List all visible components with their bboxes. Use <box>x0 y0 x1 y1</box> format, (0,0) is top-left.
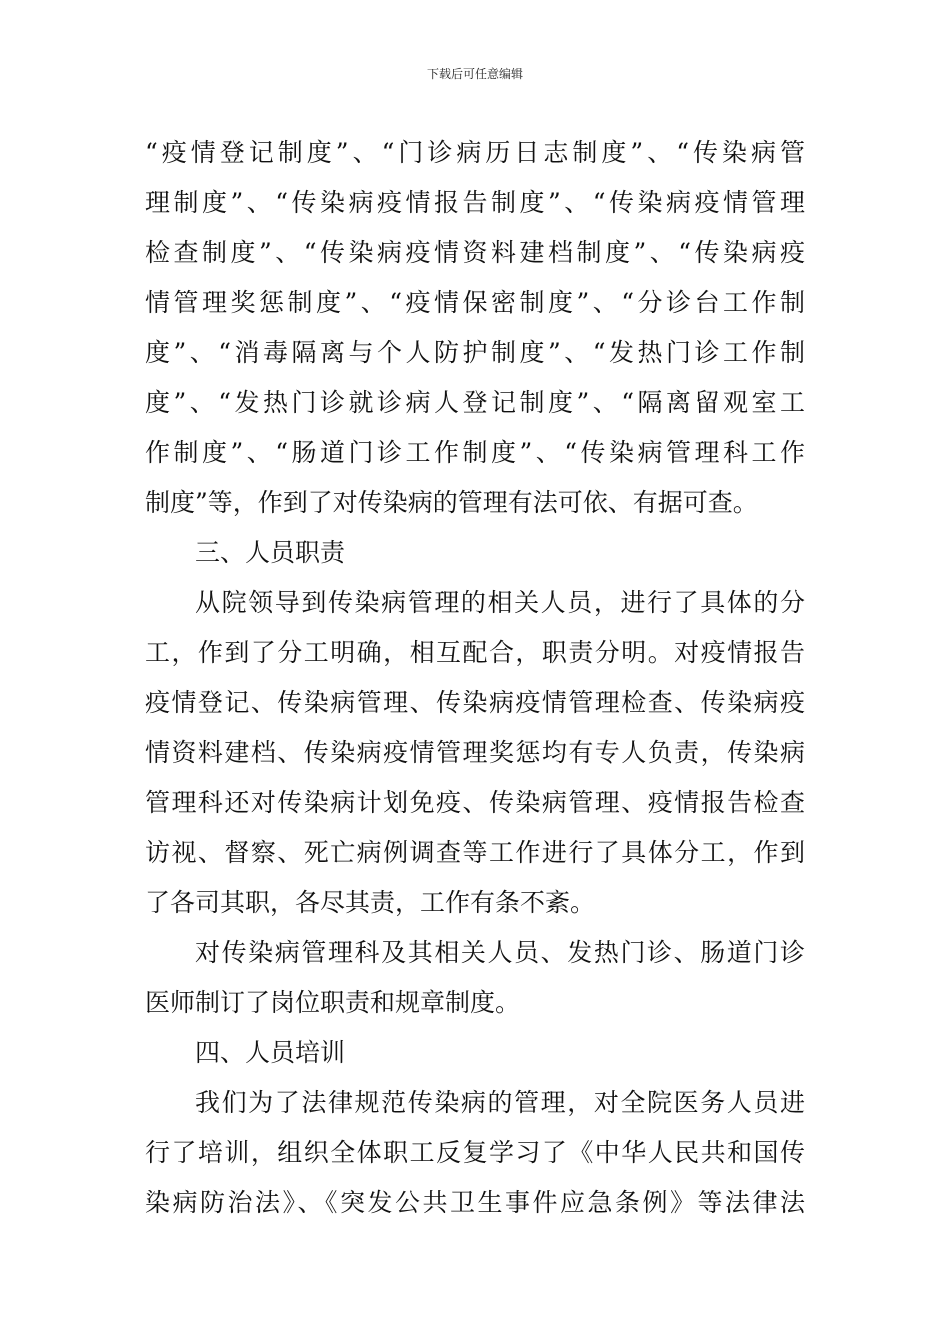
body-line: 医师制订了岗位职责和规章制度。 <box>145 988 521 1017</box>
body-line: 管理科还对传染病计划免疫、传染病管理、疫情报告检查 <box>145 788 805 817</box>
body-line: 度”、“发热门诊就诊病人登记制度”、“隔离留观室工 <box>145 388 805 417</box>
body-line: 情管理奖惩制度”、“疫情保密制度”、“分诊台工作制 <box>145 288 805 317</box>
body-line: 理制度”、“传染病疫情报告制度”、“传染病疫情管理 <box>145 188 805 217</box>
body-line: 情资料建档、传染病疫情管理奖惩均有专人负责，传染病 <box>145 738 805 767</box>
body-line: 了各司其职，各尽其责，工作有条不紊。 <box>145 888 596 917</box>
body-line: 染病防治法》、《突发公共卫生事件应急条例》等法律法 <box>145 1188 805 1217</box>
body-line: 疫情登记、传染病管理、传染病疫情管理检查、传染病疫 <box>145 688 805 717</box>
document-body <box>145 128 805 1228</box>
body-line: 对传染病管理科及其相关人员、发热门诊、肠道门诊 <box>195 938 805 967</box>
body-line: 从院领导到传染病管理的相关人员，进行了具体的分 <box>195 588 805 617</box>
section-heading-4: 四、人员培训 <box>195 1038 346 1067</box>
body-line: 检查制度”、“传染病疫情资料建档制度”、“传染病疫 <box>145 238 805 267</box>
body-line: “疫情登记制度”、“门诊病历日志制度”、“传染病管 <box>145 138 805 167</box>
body-line: 度”、“消毒隔离与个人防护制度”、“发热门诊工作制 <box>145 338 805 367</box>
body-line: 作制度”、“肠道门诊工作制度”、“传染病管理科工作 <box>145 438 805 467</box>
page-header: 下载后可任意编辑 <box>426 67 523 81</box>
body-line: 制度”等，作到了对传染病的管理有法可依、有据可查。 <box>145 488 758 517</box>
body-line: 行了培训，组织全体职工反复学习了《中华人民共和国传 <box>145 1138 805 1167</box>
body-line: 工，作到了分工明确，相互配合，职责分明。对疫情报告 <box>145 638 805 667</box>
body-line: 访视、督察、死亡病例调查等工作进行了具体分工，作到 <box>145 838 805 867</box>
body-line: 我们为了法律规范传染病的管理，对全院医务人员进 <box>195 1088 805 1117</box>
section-heading-3: 三、人员职责 <box>195 538 346 567</box>
